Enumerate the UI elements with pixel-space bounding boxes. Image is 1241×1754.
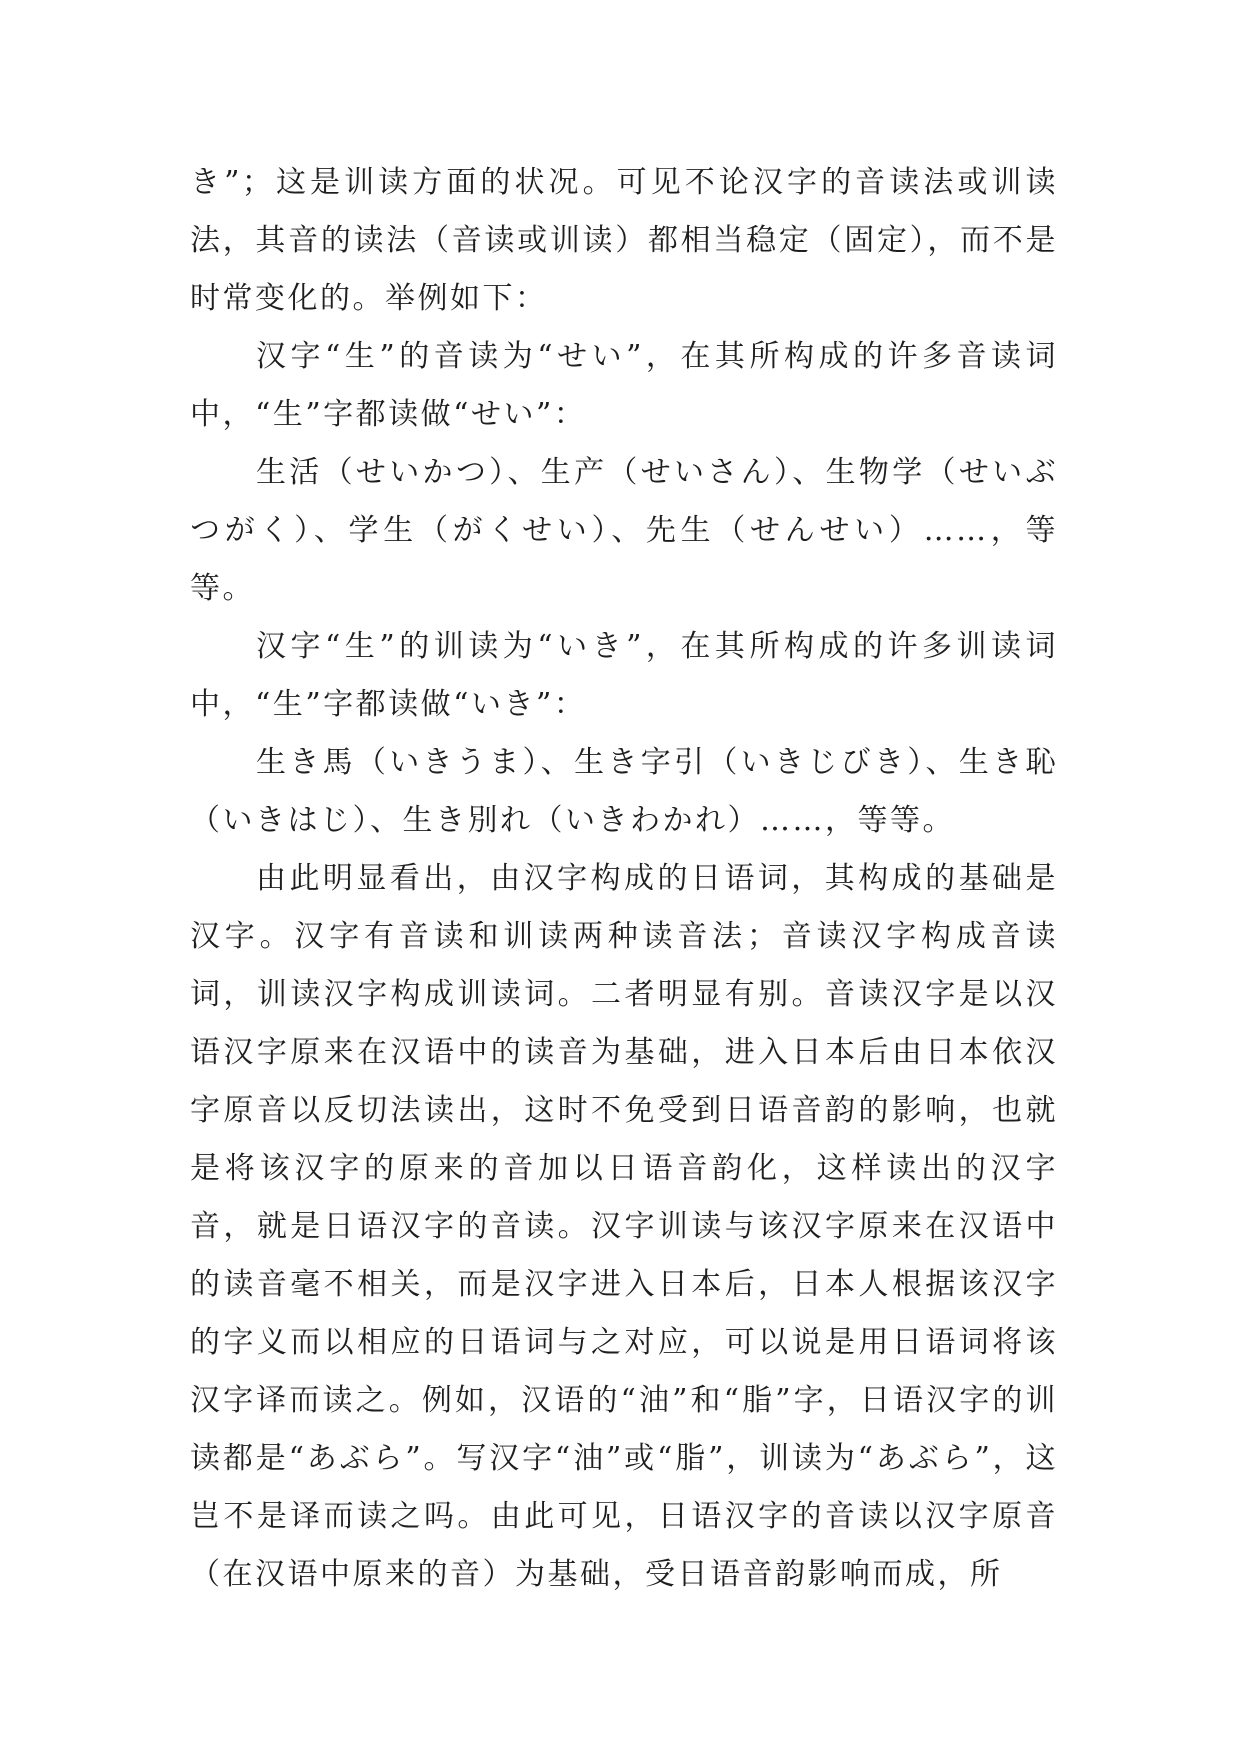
document-body xyxy=(190,154,1058,1604)
paragraph: 由此明显看出，由汉字构成的日语词，其构成的基础是汉字。汉字有音读和训读两种读音法；音读汉字构成音读词，训读汉字构成训读词。二者明显有别。音读汉字是以汉语汉字原来在汉语中的读音为基础，进入日本后由日本依汉字原音以反切法读出，这时不免受到日语音韵的影响，也就是将该汉字的原来的音加以日语音韵化，这样读出的汉字音，就是日语汉字的音读。汉字训读与该汉字原来在汉语中的读音毫不相关，而是汉字进入日本后，日本人根据该汉字的字义而以相应的日语词与之对应，可以说是用日语词将该汉字译而读之。例如，汉语的“油”和“脂”字，日语汉字的训读都是“あぶら”。写汉字“油”或“脂”，训读为“あぶら”，这岂不是译而读之吗。由此可见，日语汉字的音读以汉字原音（在汉语中原来的音）为基础，受日语音韵影响而成，所 xyxy=(190,861,1058,1592)
paragraph: 汉字“生”的训读为“いき”，在其所构成的许多训读词中，“生”字都读做“いき”： xyxy=(190,629,1058,722)
paragraph: 生き馬（いきうま）、生き字引（いきじびき）、生き恥（いきはじ）、生き別れ（いきわかれ）……，等等。 xyxy=(190,745,1058,838)
paragraph: き”；这是训读方面的状况。可见不论汉字的音读法或训读法，其音的读法（音读或训读）都相当稳定（固定），而不是时常变化的。举例如下： xyxy=(190,165,1058,316)
paragraph: 生活（せいかつ）、生产（せいさん）、生物学（せいぶつがく）、学生（がくせい）、先生（せんせい）……，等等。 xyxy=(190,455,1058,606)
paragraph: 汉字“生”的音读为“せい”，在其所构成的许多音读词中，“生”字都读做“せい”： xyxy=(190,339,1058,432)
